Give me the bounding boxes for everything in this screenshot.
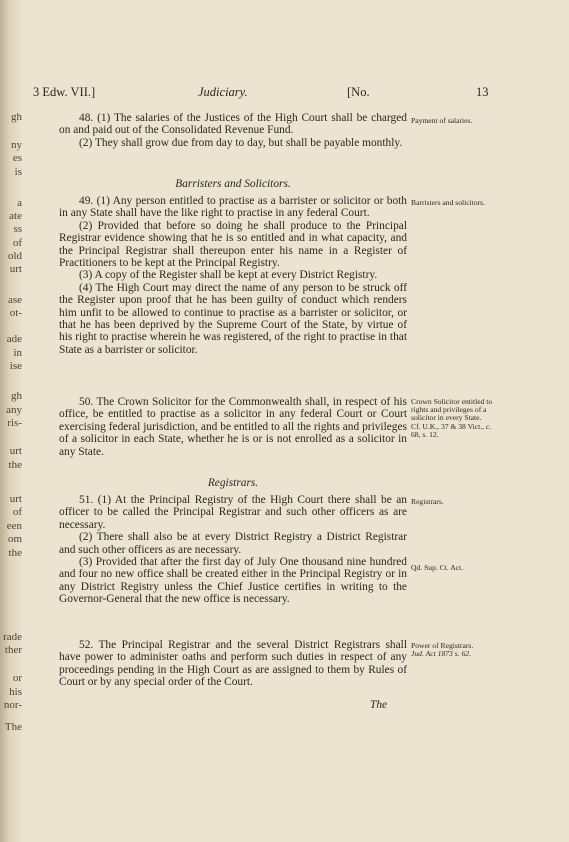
section-51-subsection-2: (2) There shall also be at every District Registry a District Registrar and such other officers as are necessary. — [59, 531, 407, 556]
gutter-fragment: ise — [9, 361, 22, 372]
marginal-note-52-text: Power of Registrars. — [411, 641, 474, 650]
marginal-note-48: Payment of salaries. — [411, 116, 473, 125]
marginal-note-50-reference: Cf. U.K., 37 & 38 Vict., c. 68, s. 12. — [411, 421, 492, 439]
gutter-fragment: of — [12, 507, 22, 518]
gutter-fragment: the — [8, 460, 22, 471]
section-51-subsection-3: (3) Provided that after the first day of July One thousand nine hundred and four no new office shall be created either in the Principal Registry or in any District Registry unless the Chief Justice certifies in writing to the Governor-General that the new office is necessary. — [59, 556, 407, 606]
gutter-fragment: ade — [6, 334, 22, 345]
heading-registrars: Registrars. — [207, 477, 259, 489]
gutter-fragment: gh — [11, 112, 22, 123]
facing-page-gutter — [0, 0, 24, 842]
gutter-fragment: of — [12, 238, 22, 249]
marginal-note-49: Barristers and solicitors. — [411, 198, 486, 207]
gutter-fragment: ase — [7, 295, 22, 306]
section-49 — [59, 195, 407, 356]
section-48-subsection-1: 48. (1) The salaries of the Justices of the High Court shall be charged on and paid out of the Consolidated Revenue Fund. — [59, 112, 407, 137]
marginal-note-52 — [411, 642, 497, 658]
gutter-fragment: es — [12, 153, 22, 164]
section-50 — [59, 396, 407, 458]
gutter-fragment: om — [7, 534, 22, 545]
gutter-fragment: urt — [9, 446, 22, 457]
marginal-note-51-reference: Qd. Sup. Ct. Act. — [411, 563, 464, 572]
marginal-note-50-text: Crown Solicitor entitled to rights and privileges of a solicitor in every State. — [411, 397, 493, 423]
gutter-fragment: ny — [11, 140, 22, 151]
section-50-text: 50. The Crown Solicitor for the Commonwealth shall, in respect of his office, be entitled to practise as a solicitor in any federal Court or Court exercising federal jurisdiction, and be entitled to all the rights and privileges of a solicitor in each State, whether he is or is not enrolled as a solicitor in any State. — [59, 396, 407, 458]
gutter-fragment: een — [6, 521, 22, 532]
gutter-fragment: gh — [11, 391, 22, 402]
gutter-fragment: urt — [9, 494, 22, 505]
header-act-number: [No. — [347, 85, 370, 99]
section-49-subsection-1: 49. (1) Any person entitled to practise as a barrister or solicitor or both in any State shall have the like right to practise in any federal Court. — [59, 195, 407, 220]
gutter-fragment: ther — [4, 645, 22, 656]
gutter-fragment: rade — [3, 632, 22, 643]
section-48 — [59, 112, 407, 149]
section-51-subsection-1: 51. (1) At the Principal Registry of the High Court there shall be an officer to be called the Principal Registrar and such other officers as are necessary. — [59, 494, 407, 531]
section-49-subsection-2: (2) Provided that before so doing he shall produce to the Principal Registrar evidence showing that he is so entitled and in what capacity, and the Principal Registrar shall thereupon enter his name in a Register of Practitioners to be kept at the Principal Registry. — [59, 219, 407, 270]
marginal-note-52-reference: Jud. Act 1873 s. 62. — [411, 649, 471, 659]
gutter-fragment: any — [6, 405, 22, 416]
section-49-subsection-3: (3) A copy of the Register shall be kept at every District Registry. — [79, 269, 378, 282]
header-regnal-year: 3 Edw. VII.] — [33, 85, 96, 99]
gutter-fragment: the — [8, 548, 22, 559]
gutter-fragment: or — [12, 673, 22, 684]
running-header — [33, 85, 488, 101]
header-act-title: Judiciary. — [198, 85, 248, 99]
section-51 — [59, 494, 407, 606]
gutter-fragment: nor- — [3, 700, 22, 711]
gutter-fragment: ate — [9, 211, 22, 222]
gutter-fragment: The — [4, 722, 22, 733]
marginal-note-50 — [411, 398, 497, 439]
section-52 — [59, 639, 407, 689]
gutter-fragment: old — [7, 251, 22, 262]
gutter-fragment: is — [14, 167, 22, 178]
gutter-fragment: urt — [9, 264, 22, 275]
gutter-fragment: his — [9, 687, 22, 698]
heading-barristers-solicitors: Barristers and Solicitors. — [175, 178, 291, 190]
section-48-subsection-2: (2) They shall grow due from day to day, but shall be payable monthly. — [79, 136, 403, 149]
section-52-text: 52. The Principal Registrar and the several District Registrars shall have power to administer oaths and perform such duties in respect of any proceedings pending in the High Court as are assigned to them by Rules of Court or by any special order of the Court. — [59, 639, 407, 689]
gutter-fragment: ss — [13, 224, 22, 235]
marginal-note-51: Registrars. — [411, 497, 444, 506]
gutter-fragment: a — [17, 198, 22, 209]
section-49-subsection-4: (4) The High Court may direct the name of any person to be struck off the Register upon proof that he has been guilty of conduct which renders him unfit to be allowed to continue to practise as a barrister or solicitor, or that he has been deprived by the Supreme Court of the State, by virtue of his right to practise wherein he was registered, of the right to practise in that State as a barrister or solicitor. — [59, 281, 407, 356]
page-number: 13 — [476, 85, 489, 99]
gutter-fragment: ot- — [9, 308, 22, 319]
catchword: The — [370, 699, 388, 711]
gutter-fragment: ris- — [7, 418, 22, 429]
gutter-fragment: in — [13, 348, 22, 359]
